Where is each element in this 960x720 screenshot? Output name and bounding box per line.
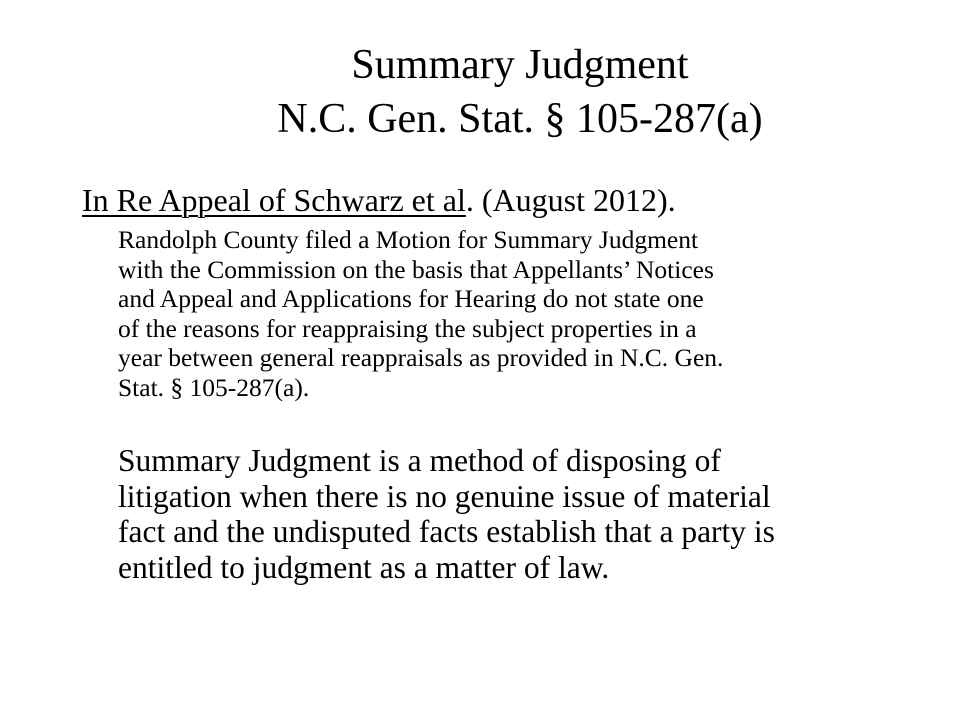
motion-paragraph: [118, 225, 898, 402]
title-line-2: N.C. Gen. Stat. § 105-287(a): [277, 96, 763, 142]
slide-title: [0, 38, 960, 146]
paragraph-line: Stat. § 105-287(a).: [118, 372, 310, 402]
case-date: . (August 2012).: [465, 182, 676, 218]
definition-paragraph: [118, 443, 878, 585]
paragraph-line: entitled to judgment as a matter of law.: [118, 549, 610, 585]
case-name: In Re Appeal of Schwarz et al: [82, 182, 466, 218]
paragraph-line: and Appeal and Applications for Hearing do not state one: [118, 284, 704, 313]
paragraph-line: with the Commission on the basis that Appellants’ Notices: [118, 254, 714, 284]
paragraph-line: of the reasons for reappraising the subject properties in a: [118, 313, 697, 343]
case-citation: [82, 180, 676, 220]
paragraph-line: Randolph County filed a Motion for Summary Judgment: [118, 225, 699, 254]
title-line-1: Summary Judgment: [351, 42, 689, 88]
paragraph-line: litigation when there is no genuine issue of material: [118, 478, 771, 514]
paragraph-line: year between general reappraisals as provided in N.C. Gen.: [118, 343, 724, 372]
paragraph-line: Summary Judgment is a method of disposing of: [118, 443, 721, 478]
paragraph-line: fact and the undisputed facts establish that a party is: [118, 514, 775, 549]
